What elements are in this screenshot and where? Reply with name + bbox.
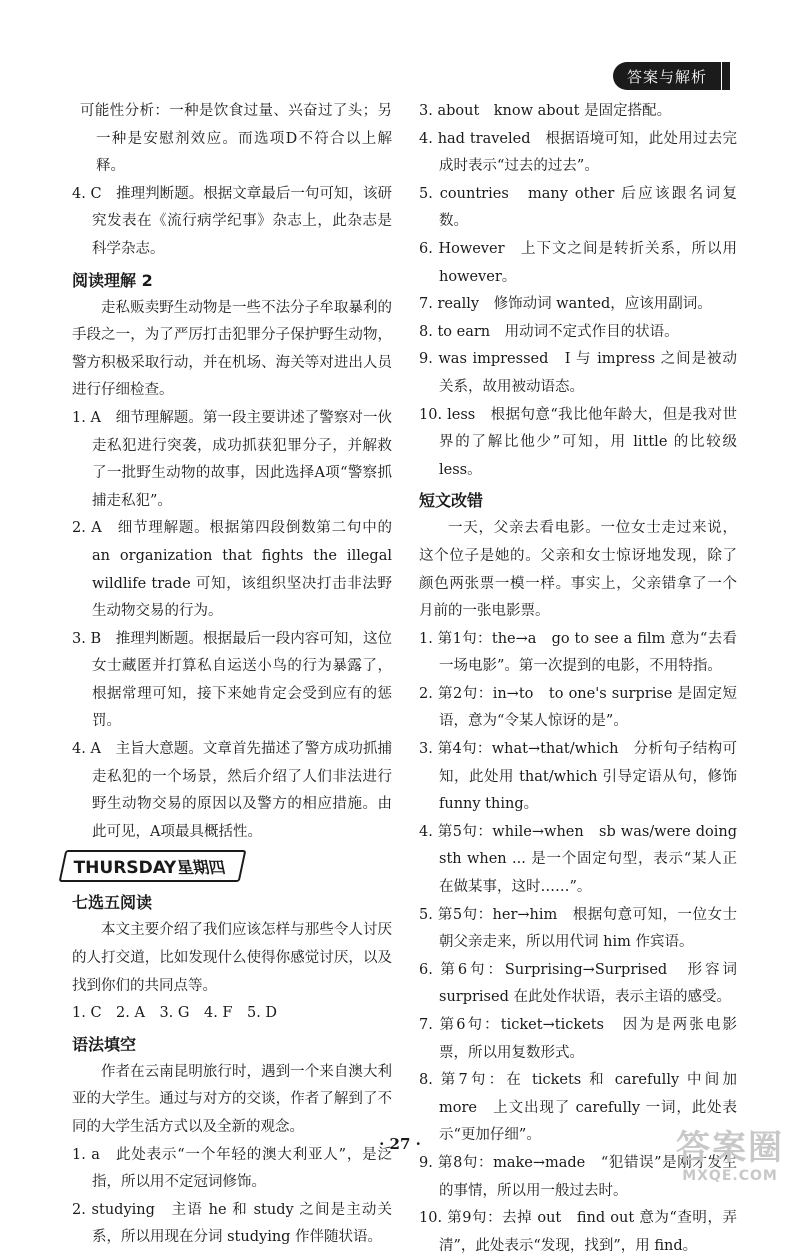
answer-paragraph: 6. 第6句：Surprising→Surprised 形容词 surprised 在此处作状语，表示主语的感受。 (419, 961, 737, 1006)
right-column (419, 98, 737, 1260)
answer-paragraph: 1. 第1句：the→a go to see a film 意为“去看一场电影”。第一次提到的电影，不用特指。 (419, 630, 737, 675)
day-banner-en: THURSDAY (71, 857, 179, 878)
answer-paragraph: 9. 第8句：make→made “犯错误”是刚才发生的事情，所以用一般过去时。 (419, 1154, 737, 1199)
section-heading: 短文改错 (419, 491, 484, 511)
answer-paragraph: 1. A 细节理解题。第一段主要讲述了警察对一伙走私犯进行突袭，成功抓获犯罪分子，并解救了一批野生动物的故事，因此选择A项“警察抓捕走私犯”。 (72, 409, 392, 509)
answer-paragraph: 4. C 推理判断题。根据文章最后一句可知，该研究发表在《流行病学纪事》杂志上，此杂志是科学杂志。 (72, 185, 392, 257)
section-heading: 七选五阅读 (72, 893, 153, 913)
watermark-domain: MXQE.COM (682, 1168, 778, 1184)
answer-paragraph: 10. less 根据句意“我比他年龄大，但是我对世界的了解比他少”可知，用 little 的比较级 less。 (419, 406, 737, 478)
answer-paragraph: 10. 第9句：去掉 out find out 意为“查明，弄清”，此处表示“发现，找到”，用 find。 (419, 1210, 737, 1254)
answer-paragraph: 1. C 2. A 3. G 4. F 5. D (72, 1005, 278, 1022)
answer-paragraph: 3. about know about 是固定搭配。 (419, 103, 672, 119)
answer-paragraph: 8. 第7句：在 tickets 和 carefully 中间加 more 上文出现了 carefully 一词，此处表示“更加仔细”。 (419, 1072, 737, 1144)
answer-paragraph: 8. to earn 用动词不定式作目的状语。 (419, 323, 679, 340)
section-tag (613, 62, 721, 90)
answer-paragraph: 5. countries many other 后应该跟名词复数。 (419, 185, 737, 230)
answer-paragraph: 一天，父亲去看电影。一位女士走过来说，这个位子是她的。父亲和女士惊讶地发现，除了颜色两张票一模一样。事实上，父亲错拿了一个月前的一张电影票。 (419, 520, 737, 620)
answer-paragraph: 2. 第2句：in→to to one's surprise 是固定短语，意为“令某人惊讶的是”。 (419, 685, 737, 730)
section-heading: 阅读理解 2 (72, 270, 153, 290)
day-banner (59, 850, 246, 882)
left-column (72, 98, 392, 1252)
answer-paragraph: 5. 第5句：her→him 根据句意可知，一位女士朝父亲走来，所以用代词 him 作宾语。 (419, 906, 737, 951)
answer-paragraph: 1. a 此处表示“一个年轻的澳大利亚人”，是泛指，所以用不定冠词修饰。 (72, 1146, 392, 1191)
answer-paragraph: 6. However 上下文之间是转折关系，所以用 however。 (419, 240, 737, 285)
answer-paragraph: 4. had traveled 根据语境可知，此处用过去完成时表示“过去的过去”。 (419, 130, 737, 175)
watermark-text: 答案圈 (676, 1128, 784, 1168)
answer-paragraph: 4. 第5句：while→when sb was/were doing sth when ... 是一个固定句型，表示“某人正在做某事，这时……”。 (419, 823, 737, 896)
answer-paragraph: 2. A 细节理解题。根据第四段倒数第二句中的 an organization that fights the illegal wildlife trade 可知，该组织坚决打击非法野生动物交易的行为。 (72, 520, 392, 620)
answer-paragraph: 7. 第6句：ticket→tickets 因为是两张电影票，所以用复数形式。 (419, 1017, 737, 1061)
page-number: · 27 · (379, 1135, 421, 1153)
answer-paragraph: 9. was impressed I 与 impress 之间是被动关系，故用被动语态。 (419, 351, 737, 395)
section-tag-label: 答案与解析 (626, 67, 707, 86)
answer-paragraph: 2. studying 主语 he 和 study 之间是主动关系，所以用现在分词 studying 作伴随状语。 (72, 1201, 392, 1246)
answer-paragraph: 作者在云南昆明旅行时，遇到一个来自澳大利亚的大学生。通过与对方的交谈，作者了解到了不同的大学生活方式以及全新的观念。 (72, 1063, 392, 1135)
answer-paragraph: 7. really 修饰动词 wanted，应该用副词。 (419, 296, 712, 313)
answer-paragraph: 可能性分析：一种是饮食过量、兴奋过了头；另一种是安慰剂效应。而选项D不符合以上解释。 (80, 103, 392, 175)
day-banner-label (71, 855, 227, 878)
section-heading: 语法填空 (72, 1034, 137, 1054)
day-banner-zh: 星期四 (174, 857, 227, 877)
answer-paragraph: 走私贩卖野生动物是一些不法分子牟取暴利的手段之一，为了严厉打击犯罪分子保护野生动物，警方积极采取行动，并在机场、海关等对进出人员进行仔细检查。 (72, 299, 392, 399)
answer-paragraph: 3. 第4句：what→that/which 分析句子结构可知，此处用 that/which 引导定语从句，修饰 funny thing。 (419, 741, 737, 813)
answer-paragraph: 本文主要介绍了我们应该怎样与那些令人讨厌的人打交道，比如发现什么使得你感觉讨厌，以及找到你们的共同点等。 (72, 922, 392, 994)
watermark-logo (670, 1128, 790, 1194)
answer-paragraph: 3. B 推理判断题。根据最后一段内容可知，这位女士藏匿并打算私自运送小鸟的行为暴露了，根据常理可知，接下来她肯定会受到应有的惩罚。 (72, 630, 392, 730)
answer-paragraph: 4. A 主旨大意题。文章首先描述了警方成功抓捕走私犯的一个场景，然后介绍了人们非法进行野生动物交易的原因以及警方的相应措施。由此可见，A项最具概括性。 (72, 741, 392, 840)
section-tag-bar (722, 62, 730, 90)
